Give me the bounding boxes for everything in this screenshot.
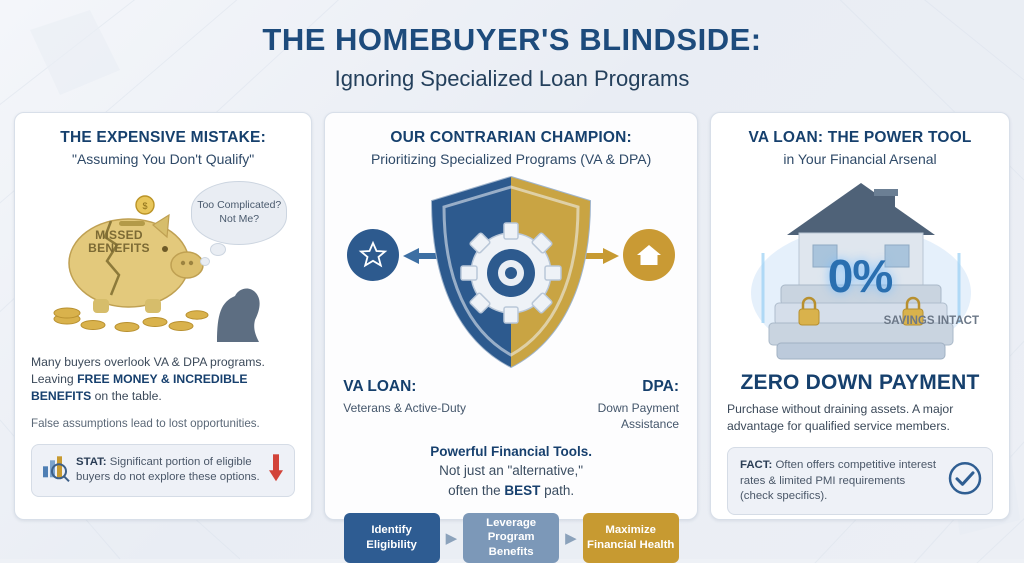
- step-arrow-1-icon: ▶: [445, 529, 458, 547]
- left-card-subtitle: "Assuming You Don't Qualify": [71, 150, 255, 167]
- branch-dpa-title: DPA:: [642, 377, 679, 395]
- step-leverage-benefits[interactable]: Leverage Program Benefits: [463, 513, 559, 563]
- left-body-lead: Many buyers overlook VA & DPA programs.: [31, 354, 265, 369]
- left-card-title: THE EXPENSIVE MISTAKE:: [60, 129, 266, 146]
- left-illustration: [31, 173, 295, 348]
- center-card-title: OUR CONTRARIAN CHAMPION:: [390, 129, 632, 146]
- center-statement-line3a: often the: [448, 483, 505, 499]
- branch-va-title: VA LOAN:: [343, 377, 417, 395]
- left-body-line2a: Leaving: [31, 371, 78, 386]
- center-statement-line3: [341, 481, 681, 501]
- header: [0, 0, 1024, 92]
- stat-label: STAT:: [76, 455, 107, 468]
- person-head-icon: [197, 268, 271, 342]
- step-arrow-2-icon: ▶: [565, 529, 577, 547]
- branch-dpa: [539, 377, 679, 432]
- zero-down-heading: ZERO DOWN PAYMENT: [740, 370, 980, 394]
- step-identify-eligibility[interactable]: Identify Eligibility: [344, 513, 440, 563]
- home-badge-icon: [623, 229, 675, 281]
- center-statement-line2: Not just an "alternative,": [439, 463, 584, 479]
- savings-intact-label: SAVINGS INTACT: [883, 314, 979, 327]
- zero-percent-badge: 0%: [827, 249, 893, 302]
- branch-va: [343, 377, 483, 432]
- shield-gear-icon: [422, 173, 600, 378]
- stat-callout: [31, 444, 295, 497]
- down-arrow-icon: [268, 452, 284, 487]
- center-illustration: [341, 173, 681, 379]
- right-card-subtitle: in Your Financial Arsenal: [783, 150, 937, 167]
- right-body-text: Purchase without draining assets. A major advantage for qualified service members.: [727, 401, 954, 433]
- left-note-text: False assumptions lead to lost opportunities.: [31, 416, 260, 430]
- thought-bubble: Too Complicated? Not Me?: [191, 181, 287, 245]
- card-contrarian-champion: [324, 112, 698, 558]
- right-illustration: [727, 173, 993, 369]
- left-body-highlight: FREE MONEY & INCREDIBLE BENEFITS: [31, 371, 248, 404]
- center-statement-line3c: path.: [540, 483, 575, 499]
- branch-dpa-text: Down Payment Assistance: [597, 400, 679, 431]
- process-steps: [341, 513, 681, 563]
- left-body-line2c: on the table.: [91, 389, 162, 404]
- right-card-title: VA LOAN: THE POWER TOOL: [748, 129, 972, 146]
- svg-text:$: $: [142, 200, 148, 211]
- fact-text: Often offers competitive interest rates & limited PMI requirements (check specifics).: [740, 459, 937, 503]
- page-subtitle: Ignoring Specialized Loan Programs: [334, 66, 690, 91]
- fact-callout: [727, 447, 993, 515]
- stat-text: Significant portion of eligible buyers do not explore these options.: [76, 455, 260, 484]
- page-title: THE HOMEBUYER'S BLINDSIDE:: [262, 22, 762, 57]
- center-card-subtitle: Prioritizing Specialized Programs (VA & DPA): [370, 150, 652, 167]
- card-expensive-mistake: [14, 112, 312, 520]
- star-badge-icon: [347, 229, 399, 281]
- center-statement-best: BEST: [504, 483, 541, 499]
- branch-labels: [341, 377, 681, 432]
- check-circle-icon: [948, 462, 982, 501]
- branch-va-text: Veterans & Active-Duty: [343, 400, 466, 415]
- card-va-power-tool: [710, 112, 1010, 520]
- left-body-text: [31, 354, 295, 406]
- fact-label: FACT:: [740, 459, 773, 472]
- columns-container: [0, 92, 1024, 558]
- chart-magnifier-icon: [40, 452, 70, 487]
- center-statement-line1: Powerful Financial Tools.: [430, 443, 593, 459]
- center-statement: [341, 442, 681, 501]
- step-maximize-health[interactable]: Maximize Financial Health: [583, 513, 679, 563]
- piggy-bank-label: MISSED BENEFITS: [88, 227, 150, 256]
